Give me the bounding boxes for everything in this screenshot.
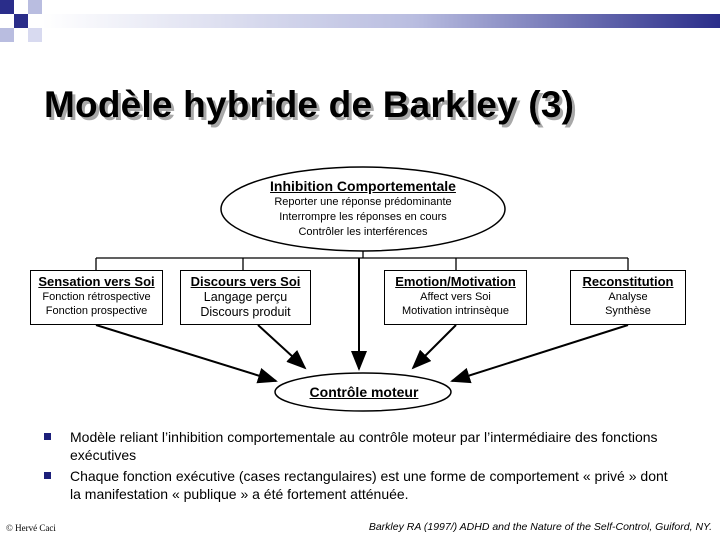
function-box-reconstitution — [570, 270, 686, 325]
bullet-list — [40, 428, 680, 506]
inhibition-line: Reporter une réponse prédominante — [274, 196, 452, 208]
arrow-emotion-motor — [413, 325, 456, 368]
bullet-square-icon — [44, 433, 51, 440]
function-line: Motivation intrinsèque — [401, 305, 509, 317]
bullet-text: Chaque fonction exécutive (cases rectangulaires) est une forme de comportement « privé » dont la manifestation « publique » a été fortement atténuée. — [70, 468, 668, 502]
function-heading: Discours vers Soi — [190, 274, 301, 289]
function-line: Langage perçu — [203, 290, 288, 304]
bullet-square-icon — [44, 472, 51, 479]
motor-control-label: Contrôle moteur — [309, 384, 419, 400]
function-line: Fonction prospective — [45, 305, 148, 317]
function-box-discours — [180, 270, 311, 325]
slide-title: Modèle hybride de Barkley (3) — [44, 84, 575, 125]
bullet-item — [40, 428, 680, 464]
inhibition-line: Contrôler les interférences — [298, 226, 428, 238]
arrow-reconstitution-motor — [452, 325, 628, 381]
inhibition-line: Interrompre les réponses en cours — [279, 211, 447, 223]
arrow-discours-motor — [258, 325, 305, 368]
footer-citation: Barkley RA (1997/) ADHD and the Nature of the Self-Control, Guiford, NY. — [368, 521, 712, 533]
function-heading: Reconstitution — [582, 274, 674, 289]
inhibition-node — [238, 177, 488, 240]
function-line: Synthèse — [605, 305, 651, 317]
function-box-sensation — [30, 270, 163, 325]
bullet-text: Modèle reliant l’inhibition comportementale au contrôle moteur par l’intermédiaire des fonctions exécutives — [70, 429, 658, 463]
arrow-sensation-motor — [96, 325, 276, 381]
footer-copyright: © Hervé Caci — [6, 523, 56, 533]
function-line: Analyse — [608, 291, 648, 303]
bullet-item — [40, 467, 680, 503]
function-box-emotion — [384, 270, 527, 325]
function-line: Discours produit — [200, 305, 291, 319]
function-heading: Emotion/Motivation — [395, 274, 516, 289]
function-line: Fonction rétrospective — [42, 291, 151, 303]
function-line: Affect vers Soi — [420, 291, 491, 303]
function-heading: Sensation vers Soi — [38, 274, 155, 289]
inhibition-heading: Inhibition Comportementale — [270, 178, 456, 194]
